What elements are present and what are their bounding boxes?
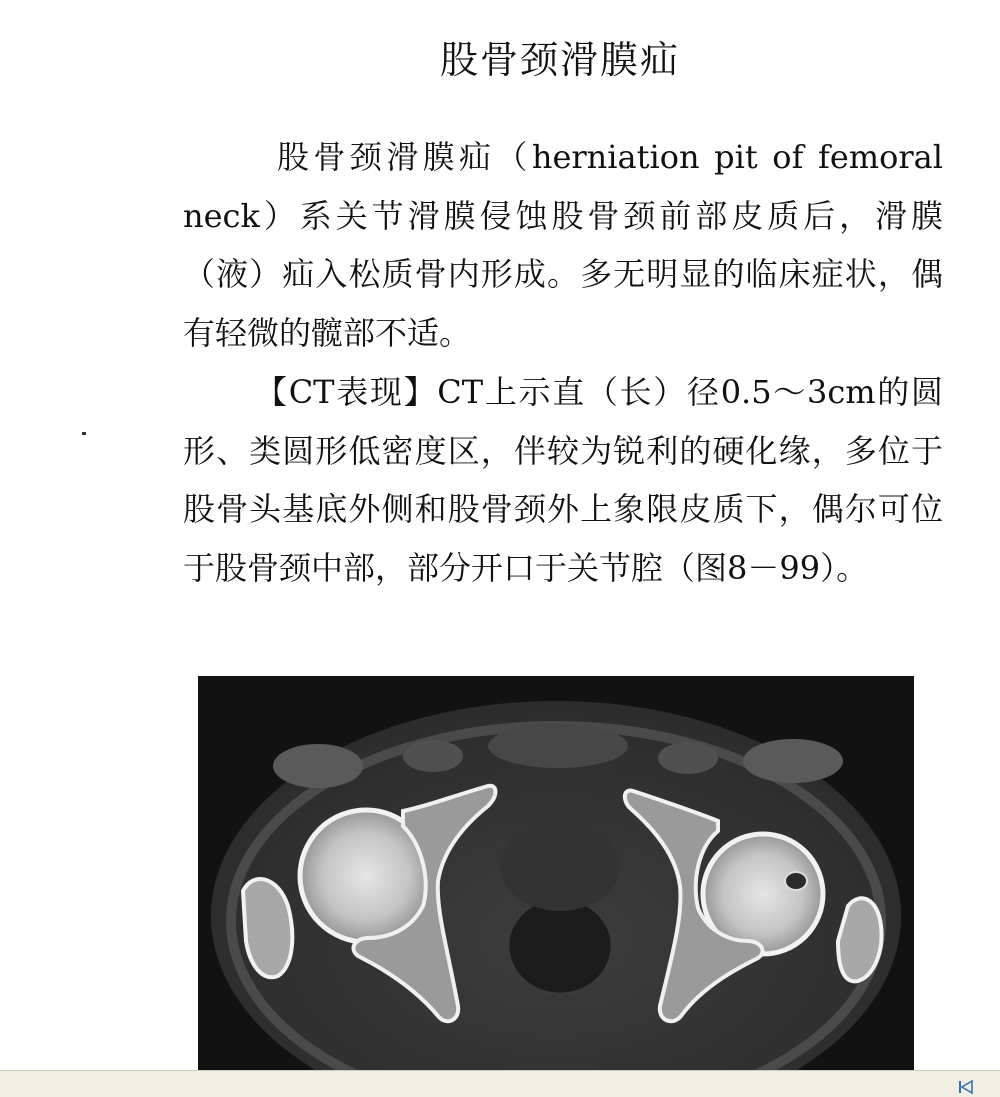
first-page-icon[interactable] bbox=[956, 1079, 976, 1095]
herniation-pit bbox=[785, 872, 807, 890]
paragraph-ct-findings: 【CT表现】CT上示直（长）径0.5～3cm的圆形、类圆形低密度区，伴较为锐利的硬化缘，多位于股骨头基底外侧和股骨颈外上象限皮质下，偶尔可位于股骨颈中部，部分开口于关节腔（图8－99）。 bbox=[183, 373, 943, 587]
scan-speck bbox=[82, 432, 86, 435]
ct-hip-image bbox=[198, 676, 914, 1070]
paragraph-intro: 股骨颈滑膜疝（herniation pit of femoral neck）系关节滑膜侵蚀股骨颈前部皮质后，滑膜（液）疝入松质骨内形成。多无明显的临床症状，偶有轻微的髋部不适。 bbox=[183, 138, 943, 352]
pelvic-organ bbox=[508, 898, 612, 994]
viewer-status-bar bbox=[0, 1070, 1000, 1097]
ct-figure bbox=[198, 676, 914, 1070]
page-title: 股骨颈滑膜疝 bbox=[439, 38, 680, 82]
